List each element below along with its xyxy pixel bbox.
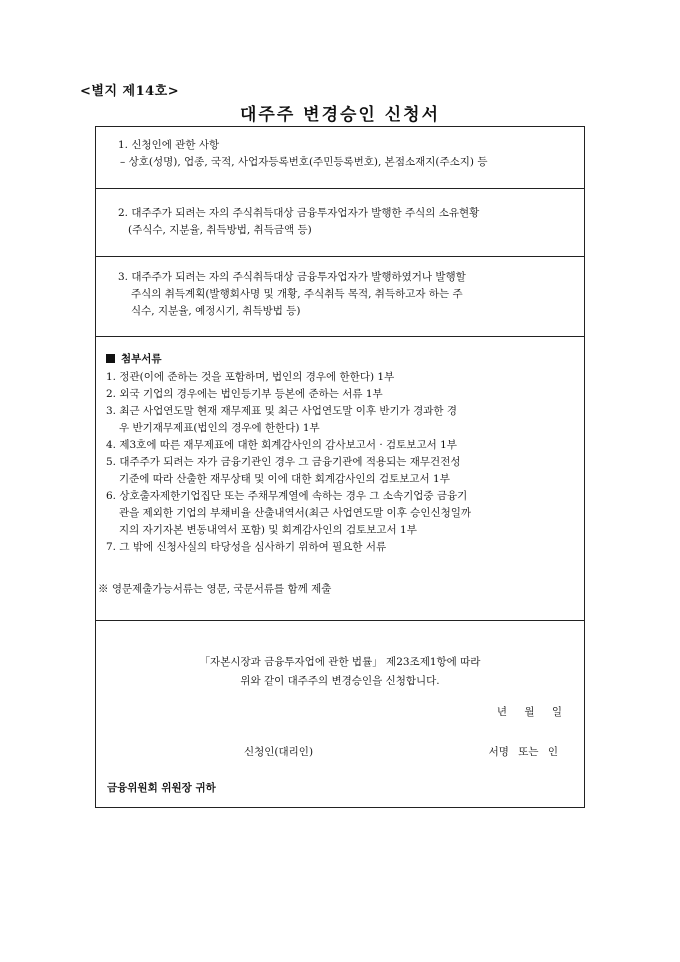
- application-form: [95, 126, 585, 808]
- attachments-heading: [106, 351, 576, 368]
- attachment-item-1: 1. 정관(이에 준하는 것을 포함하며, 법인의 경우에 한한다) 1부: [106, 371, 395, 383]
- section2-heading: 2. 대주주가 되려는 자의 주식취득대상 금융투자업자가 발행한 주식의 소유현황: [118, 207, 480, 219]
- declaration-text: [96, 653, 584, 691]
- signature-field: 서명 또는 인: [488, 746, 558, 758]
- attachments-note: ※ 영문제출가능서류는 영문, 국문서류를 함께 제출: [98, 583, 332, 595]
- form-number: <별지 제14호>: [80, 84, 180, 99]
- date-field: 년 월 일: [496, 706, 562, 718]
- document-title: 대주주 변경승인 신청서: [239, 105, 441, 125]
- attachment-item-6: 6. 상호출자제한기업집단 또는 주채무계열에 속하는 경우 그 소속기업중 금융기: [106, 490, 468, 502]
- square-bullet-icon: [106, 354, 115, 363]
- attachment-item-6-cont1: 관을 제외한 기업의 부채비율 산출내역서(최근 사업연도말 이후 승인신청일까: [119, 507, 472, 519]
- attachment-item-6-cont2: 지의 자기자본 변동내역서 포함) 및 회계감사인의 검토보고서 1부: [119, 524, 417, 536]
- attachment-item-7: 7. 그 밖에 신청사실의 타당성을 심사하기 위하여 필요한 서류: [106, 541, 387, 553]
- section1-detail: – 상호(성명), 업종, 국적, 사업자등록번호(주민등록번호), 본점소재지(주소지) 등: [120, 156, 488, 168]
- attachments-section: [96, 336, 584, 576]
- section3-line3: 식수, 지분율, 예정시기, 취득방법 등): [131, 305, 301, 317]
- declaration-line2: 위와 같이 대주주의 변경승인을 신청합니다.: [240, 675, 440, 687]
- declaration-line1: 「자본시장과 금융투자업에 관한 법률」 제23조제1항에 따라: [199, 656, 481, 668]
- applicant-label: 신청인(대리인): [244, 746, 314, 758]
- acquisition-plan-section: [96, 256, 584, 336]
- recipient-label: 금융위원회 위원장 귀하: [107, 782, 216, 794]
- section2-detail: (주식수, 지분율, 취득방법, 취득금액 등): [128, 224, 312, 236]
- section3-line1: 3. 대주주가 되려는 자의 주식취득대상 금융투자업자가 발행하였거나 발행할: [118, 271, 466, 283]
- section1-heading: 1. 신청인에 관한 사항: [118, 139, 220, 151]
- applicant-info-section: [96, 127, 584, 188]
- attachments-heading-label: 첨부서류: [121, 353, 162, 365]
- attachment-item-3-cont: 우 반기재무제표(법인의 경우에 한한다) 1부: [119, 422, 320, 434]
- share-ownership-section: [96, 188, 584, 256]
- section3-line2: 주식의 취득계획(발행회사명 및 개황, 주식취득 목적, 취득하고자 하는 주: [131, 288, 463, 300]
- attachment-item-5: 5. 대주주가 되려는 자가 금융기관인 경우 그 금융기관에 적용되는 재무건전성: [106, 456, 461, 468]
- declaration-section: [96, 620, 584, 809]
- attachment-item-5-cont: 기준에 따라 산출한 재무상태 및 이에 대한 회계감사인의 검토보고서 1부: [119, 473, 450, 485]
- attachment-item-3: 3. 최근 사업연도말 현재 재무제표 및 최근 사업연도말 이후 반기가 경과한 경: [106, 405, 458, 417]
- attachment-item-4: 4. 제3호에 따른 재무제표에 대한 회계감사인의 감사보고서 · 검토보고서 1부: [106, 439, 457, 451]
- attachment-item-2: 2. 외국 기업의 경우에는 법인등기부 등본에 준하는 서류 1부: [106, 388, 383, 400]
